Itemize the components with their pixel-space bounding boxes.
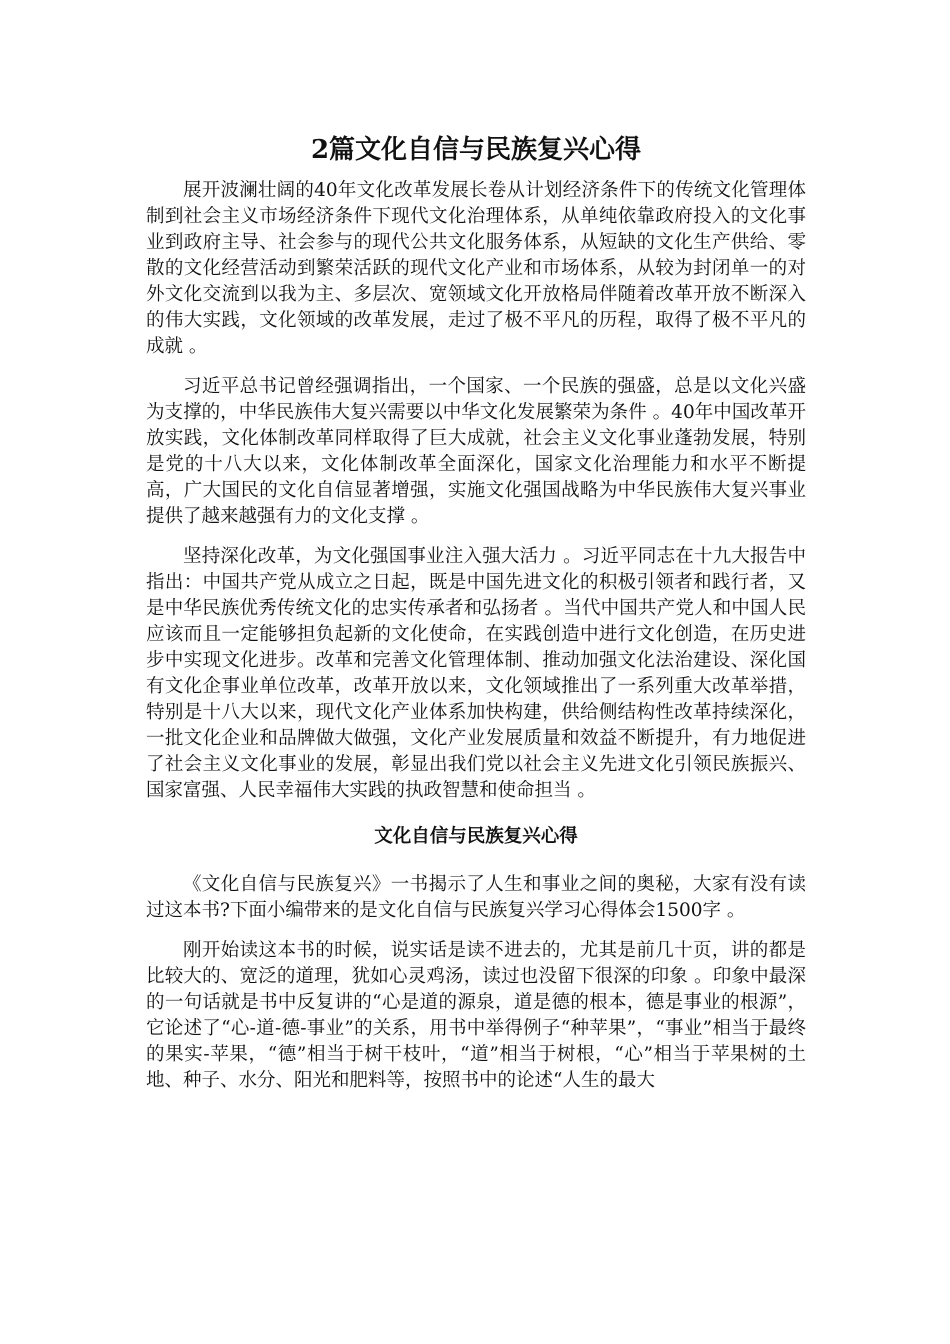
paragraph-2: 习近平总书记曾经强调指出，一个国家、一个民族的强盛，总是以文化兴盛为支撑的，中华民族伟大复兴需要以中华文化发展繁荣为条件 。40年中国改革开放实践，文化体制改革同样取得了巨大成就，社会主义文化事业蓬勃发展，特别是党的十八大以来，文化体制改革全面深化，国家文化治理能力和水平不断提高，广大国民的文化自信显著增强，实施文化强国战略为中华民族伟大复兴事业提供了越来越强有力的文化支撑 。 bbox=[146, 376, 806, 527]
paragraph-5: 刚开始读这本书的时候，说实话是读不进去的，尤其是前几十页，讲的都是比较大的、宽泛的道理，犹如心灵鸡汤，读过也没留下很深的印象 。印象中最深的一句话就是书中反复讲的“心是道的源泉，道是德的根本，德是事业的根源”，它论述了“心-道-德-事业”的关系，用书中举得例子“种苹果”，“事业”相当于最终的果实-苹果，“德”相当于树干枝叶，“道”相当于树根，“心”相当于苹果树的土地、种子、水分、阳光和肥料等，按照书中的论述“人生的最大 bbox=[146, 940, 806, 1091]
section-heading: 文化自信与民族复兴心得 bbox=[374, 826, 578, 847]
document-title: 2篇文化自信与民族复兴心得 bbox=[310, 135, 642, 165]
paragraph-3: 坚持深化改革，为文化强国事业注入强大活力 。习近平同志在十九大报告中指出：中国共产党从成立之日起，既是中国先进文化的积极引领者和践行者，又是中华民族优秀传统文化的忠实传承者和弘扬者 。当代中国共产党人和中国人民应该而且一定能够担负起新的文化使命，在实践创造中进行文化创造，在历史进步中实现文化进步。改革和完善文化管理体制、推动加强文化法治建设、深化国有文化企事业单位改革，改革开放以来，文化领域推出了一系列重大改革举措，特别是十八大以来，现代文化产业体系加快构建，供给侧结构性改革持续深化，一批文化企业和品牌做大做强，文化产业发展质量和效益不断提升，有力地促进了社会主义文化事业的发展，彰显出我们党以社会主义先进文化引领民族振兴、国家富强、人民幸福伟大实践的执政智慧和使命担当 。 bbox=[146, 546, 806, 801]
paragraph-4: 《文化自信与民族复兴》一书揭示了人生和事业之间的奥秘，大家有没有读过这本书?下面小编带来的是文化自信与民族复兴学习心得体会1500字 。 bbox=[146, 874, 806, 921]
paragraph-1: 展开波澜壮阔的40年文化改革发展长卷从计划经济条件下的传统文化管理体制到社会主义市场经济条件下现代文化治理体系，从单纯依靠政府投入的文化事业到政府主导、社会参与的现代公共文化服务体系，从短缺的文化生产供给、零散的文化经营活动到繁荣活跃的现代文化产业和市场体系，从较为封闭单一的对外文化交流到以我为主、多层次、宽领域文化开放格局伴随着改革开放不断深入的伟大实践，文化领域的改革发展，走过了极不平凡的历程，取得了极不平凡的成就 。 bbox=[146, 180, 806, 357]
document-content bbox=[146, 128, 806, 1108]
